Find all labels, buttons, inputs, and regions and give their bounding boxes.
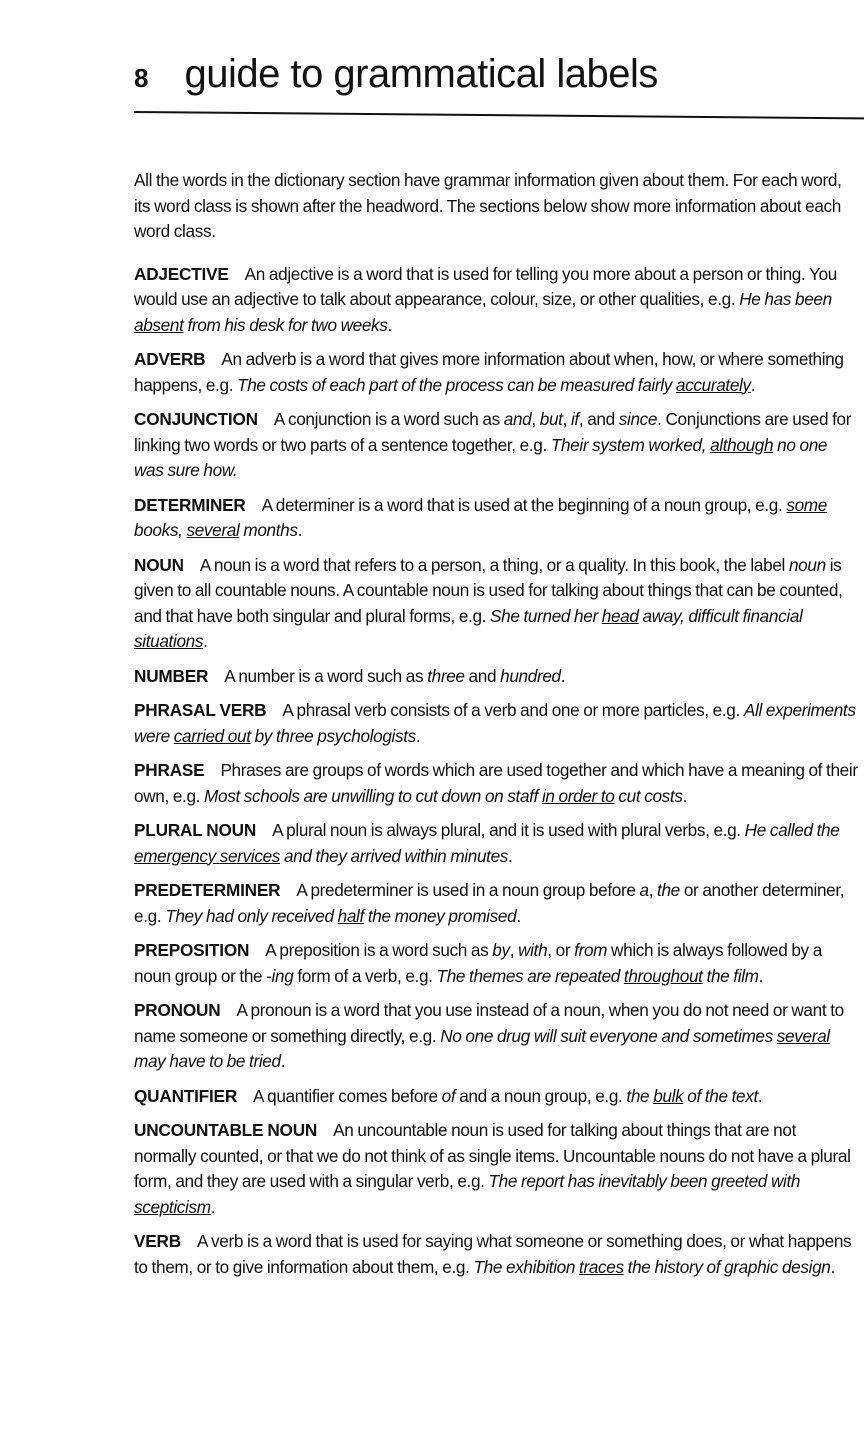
example-text: ing <box>271 965 294 986</box>
example-text: a <box>639 880 649 900</box>
intro-paragraph: All the words in the dictionary section have grammar information given about them. For each word, its word class is shown after the headword. The sections below show more information about each word class. <box>134 170 842 241</box>
example-text: three <box>427 665 465 686</box>
example-text: cut costs <box>614 785 683 806</box>
entry-term: PREPOSITION <box>134 940 250 960</box>
entry-adjective <box>134 262 860 339</box>
example-text: from <box>574 940 608 960</box>
entry-pronoun <box>134 998 860 1075</box>
example-text: He called the <box>744 820 840 840</box>
definition-text: A verb is a word that is used for saying what someone or something does, or what happens to them, or to give information about them, e.g. <box>134 1231 852 1277</box>
entry-term: PHRASE <box>134 760 205 780</box>
example-text: the money promised <box>363 905 517 926</box>
definition-text: is given to all countable nouns. A countable noun is used for talking about things that can be counted, and that have both singular and plural forms, e.g. <box>134 554 843 626</box>
definition-text: , <box>562 409 571 429</box>
entry-phrasal-verb <box>134 698 860 749</box>
definition-text: An uncountable noun is used for talking about things that are not normally counted, or that we do not think of as single items. Uncountable nouns do not have a plural form, and they are used with a singular verb, e.g. <box>134 1120 851 1191</box>
entry-term: NOUN <box>134 554 184 575</box>
example-headword: bulk <box>653 1085 684 1106</box>
entry-predeterminer <box>134 878 860 929</box>
example-headword: carried out <box>173 725 251 746</box>
example-text: if <box>570 409 579 429</box>
example-text: and <box>503 409 532 429</box>
definition-text: . <box>203 631 208 651</box>
example-text: away, difficult financial <box>638 605 803 626</box>
definition-text: . <box>516 905 521 926</box>
label-entries <box>134 262 860 1281</box>
example-text: The themes are repeated <box>436 965 624 986</box>
page-content <box>134 168 860 1289</box>
definition-text: form of a verb, e.g. <box>293 965 437 986</box>
entry-term: PLURAL NOUN <box>134 820 257 840</box>
example-text: months <box>239 520 298 540</box>
definition-text: . <box>415 725 421 746</box>
entry-term: CONJUNCTION <box>134 409 258 429</box>
example-headword: some <box>786 494 827 515</box>
example-text: The report has inevitably been greeted with <box>488 1171 801 1191</box>
definition-text: . Conjunctions are used for linking two words or two parts of a sentence together, e.g. <box>134 409 852 455</box>
entry-term: ADJECTIVE <box>134 263 229 284</box>
page-header <box>134 52 658 97</box>
definition-text: . <box>560 665 566 686</box>
definition-text: and a noun group, e.g. <box>455 1085 627 1106</box>
entry-quantifier <box>134 1084 860 1110</box>
example-headword: head <box>601 605 639 626</box>
example-headword: absent <box>134 314 184 335</box>
example-headword: accurately <box>675 374 751 395</box>
entry-preposition <box>134 938 860 989</box>
definition-text: A noun is a word that refers to a person, a thing, or a quality. In this book, the label <box>199 554 789 575</box>
definition-text: which is always followed by a noun group or the - <box>134 940 822 986</box>
definition-text: and <box>464 665 501 686</box>
definition-text: A plural noun is always plural, and it is used with plural verbs, e.g. <box>272 820 745 840</box>
entry-noun <box>134 553 860 655</box>
example-headword: several <box>186 520 240 540</box>
example-text: the <box>657 880 680 900</box>
example-headword: scepticism <box>134 1196 211 1217</box>
definition-text: , <box>648 880 658 900</box>
page-title: guide to grammatical labels <box>184 52 658 96</box>
example-text: the history of graphic design <box>623 1256 831 1277</box>
example-headword: several <box>776 1025 830 1046</box>
example-text: All experiments were <box>134 700 856 746</box>
example-headword: emergency services <box>134 845 281 866</box>
definition-text: . <box>280 1051 286 1071</box>
example-text: The costs of each part of the process can be measured fairly <box>237 374 676 395</box>
definition-text: A quantifier comes before <box>253 1085 442 1106</box>
entry-term: ADVERB <box>134 349 206 369</box>
entry-term: PRONOUN <box>134 1000 221 1020</box>
entry-uncountable-noun <box>134 1118 860 1220</box>
definition-text: . <box>387 314 392 335</box>
example-headword: situations <box>134 631 204 651</box>
definition-text: An adjective is a word that is used for telling you more about a person or thing. You would use an adjective to talk about appearance, colour, size, or other qualities, e.g. <box>134 263 838 309</box>
definition-text: A conjunction is a word such as <box>273 409 504 429</box>
example-text: the film <box>702 965 759 986</box>
definition-text: . <box>758 965 764 986</box>
example-text: of <box>441 1085 456 1106</box>
definition-text: , or <box>547 940 575 960</box>
example-headword: throughout <box>623 965 703 986</box>
definition-text: . <box>508 845 513 866</box>
definition-text: A determiner is a word that is used at the beginning of a noun group, e.g. <box>261 494 787 515</box>
entry-term: UNCOUNTABLE NOUN <box>134 1120 318 1140</box>
example-text: with <box>518 940 548 960</box>
entry-determiner <box>134 493 860 544</box>
example-text: noun <box>788 554 826 575</box>
example-text: She turned her <box>490 605 602 626</box>
entry-adverb <box>134 347 860 398</box>
entry-term: PREDETERMINER <box>134 880 281 900</box>
definition-text: . <box>210 1196 216 1217</box>
entry-plural-noun <box>134 818 860 869</box>
example-text: Their system worked, <box>550 434 711 455</box>
entry-number <box>134 664 860 690</box>
example-text: may have to be tried <box>134 1051 281 1071</box>
entry-term: VERB <box>134 1231 181 1251</box>
definition-text: or another determiner, e.g. <box>134 880 845 926</box>
definition-text: A preposition is a word such as <box>265 940 493 960</box>
example-text: He has been <box>739 289 832 309</box>
example-text: Most schools are unwilling to cut down on staff <box>204 785 542 806</box>
example-text: No one drug will suit everyone and sometimes <box>440 1025 777 1046</box>
example-text: no one was sure how. <box>134 434 828 480</box>
entry-verb <box>134 1229 860 1280</box>
example-text: the <box>626 1085 654 1106</box>
page-number: 8 <box>134 63 149 93</box>
example-text: but <box>539 409 563 429</box>
example-text: They had only received <box>165 905 338 926</box>
definition-text: A predeterminer is used in a noun group before <box>296 880 640 900</box>
entry-term: NUMBER <box>134 665 209 686</box>
definition-text: . <box>750 374 756 395</box>
definition-text: . <box>682 785 688 806</box>
entry-conjunction <box>134 407 860 484</box>
definition-text: A phrasal verb consists of a verb and one or more particles, e.g. <box>282 700 744 720</box>
example-headword: traces <box>579 1256 624 1277</box>
example-headword: in order to <box>541 785 615 806</box>
entry-term: DETERMINER <box>134 494 246 515</box>
definition-text: An adverb is a word that gives more information about when, how, or where something happens, e.g. <box>134 349 844 395</box>
example-text: The exhibition <box>473 1256 580 1277</box>
example-text: from his desk for two weeks <box>183 314 388 335</box>
definition-text: Phrases are groups of words which are used together and which have a meaning of their own, e.g. <box>134 760 858 806</box>
entry-phrase <box>134 758 860 809</box>
example-headword: although <box>710 434 774 455</box>
example-text: by three psychologists <box>250 725 416 746</box>
example-headword: half <box>337 905 364 926</box>
entry-term: PHRASAL VERB <box>134 700 267 720</box>
example-text: since <box>618 409 658 429</box>
definition-text: , <box>509 940 519 960</box>
definition-text: A number is a word such as <box>224 665 428 686</box>
header-rule <box>134 111 864 119</box>
example-text: books, <box>134 520 187 540</box>
example-text: hundred <box>500 665 561 686</box>
entry-term: QUANTIFIER <box>134 1085 238 1106</box>
definition-text: , <box>531 409 540 429</box>
definition-text: . <box>757 1085 763 1106</box>
definition-text: . <box>297 520 303 540</box>
example-text: by <box>492 940 510 960</box>
example-text: of the text <box>683 1085 758 1106</box>
example-text: and they arrived within minutes <box>280 845 509 866</box>
definition-text: A pronoun is a word that you use instead of a noun, when you do not need or want to name someone or something directly, e.g. <box>134 1000 844 1046</box>
definition-text: , and <box>578 409 619 429</box>
definition-text: . <box>830 1256 835 1277</box>
